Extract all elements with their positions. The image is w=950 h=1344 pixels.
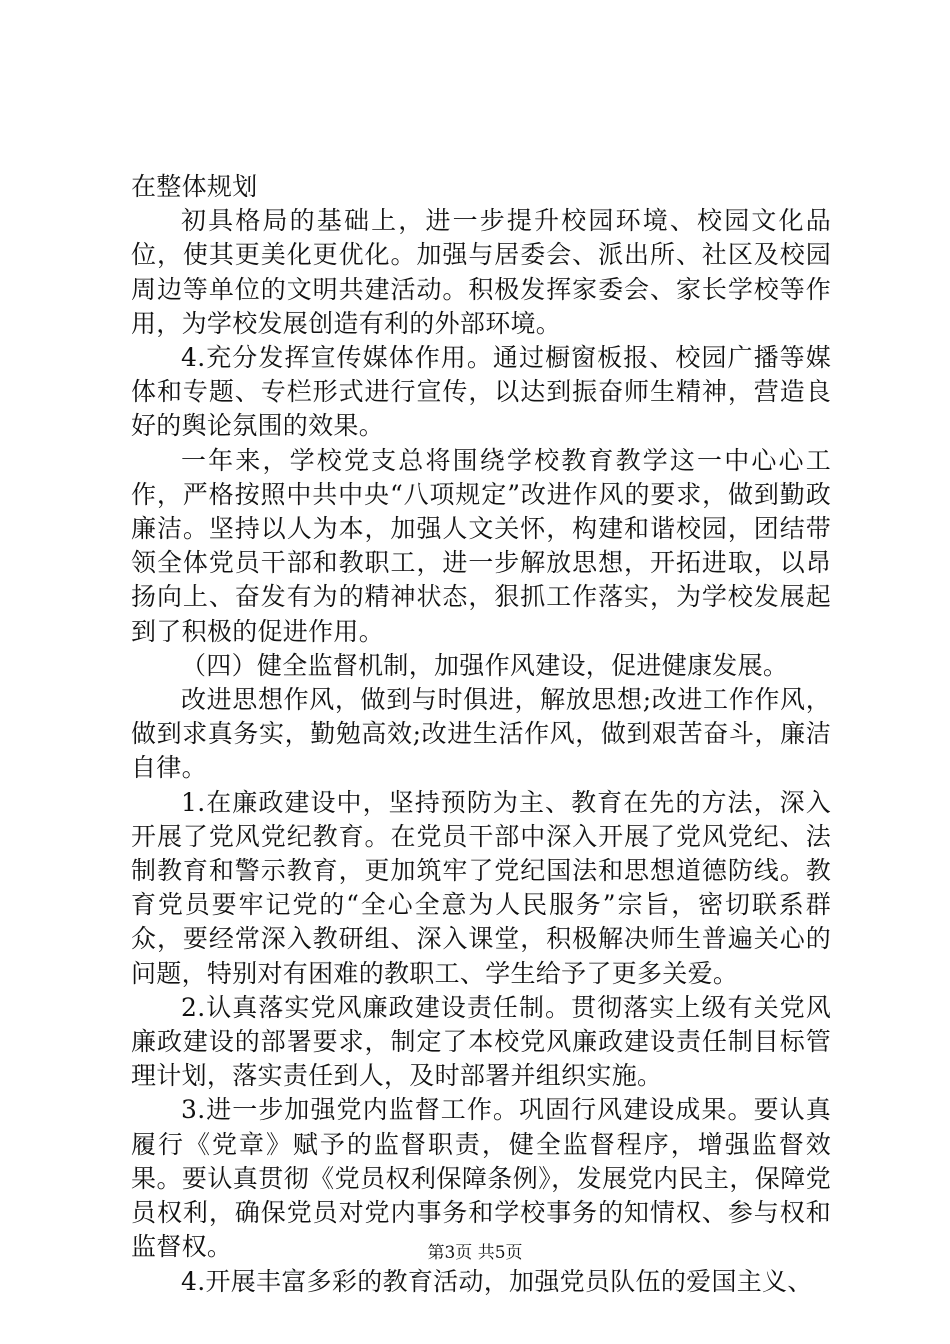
paragraph-heading-fragment: 在整体规划 — [131, 172, 258, 201]
paragraph: 2.认真落实党风廉政建设责任制。贯彻落实上级有关党风廉政建设的部署要求，制定了本校党风廉政建设责任制目标管理计划，落实责任到人，及时部署并组织实施。 — [131, 992, 831, 1091]
page-number-footer: 第3页 共5页 — [427, 1243, 523, 1263]
paragraph: 改进思想作风，做到与时俱进，解放思想;改进工作作风，做到求真务实，勤勉高效;改进生活作风，做到艰苦奋斗，廉洁自律。 — [131, 685, 831, 783]
paragraph: 1.在廉政建设中，坚持预防为主、教育在先的方法，深入开展了党风党纪教育。在党员干部中深入开展了党风党纪、法制教育和警示教育，更加筑牢了党纪国法和思想道德防线。教育党员要牢记党的“全心全意为人民服务”宗旨，密切联系群众，要经常深入教研组、深入课堂，积极解决师生普遍关心的问题，特别对有困难的教职工、学生给予了更多关爱。 — [131, 787, 831, 988]
paragraph: 初具格局的基础上，进一步提升校园环境、校园文化品位，使其更美化更优化。加强与居委会、派出所、社区及校园周边等单位的文明共建活动。积极发挥家委会、家长学校等作用，为学校发展创造有利的外部环境。 — [131, 206, 831, 338]
paragraph: 4.开展丰富多彩的教育活动，加强党员队伍的爱国主义、 — [181, 1266, 813, 1296]
section-heading: （四）健全监督机制，加强作风建设，促进健康发展。 — [181, 650, 789, 680]
document-body — [131, 170, 831, 1299]
paragraph: 一年来，学校党支总将围绕学校教育教学这一中心心工作，严格按照中共中央“八项规定”改进作风的要求，做到勤政廉洁。坚持以人为本，加强人文关怀，构建和谐校园，团结带领全体党员干部和教职工，进一步解放思想，开拓进取，以昂扬向上、奋发有为的精神状态，狠抓工作落实，为学校发展起到了积极的促进作用。 — [131, 445, 831, 646]
paragraph: 3.进一步加强党内监督工作。巩固行风建设成果。要认真履行《党章》赋予的监督职责，健全监督程序，增强监督效果。要认真贯彻《党员权利保障条例》，发展党内民主，保障党员权利，确保党员对党内事务和学校事务的知情权、参与权和监督权。 — [131, 1095, 831, 1262]
paragraph: 4.充分发挥宣传媒体作用。通过橱窗板报、校园广播等媒体和专题、专栏形式进行宣传，以达到振奋师生精神，营造良好的舆论氛围的效果。 — [131, 343, 831, 441]
